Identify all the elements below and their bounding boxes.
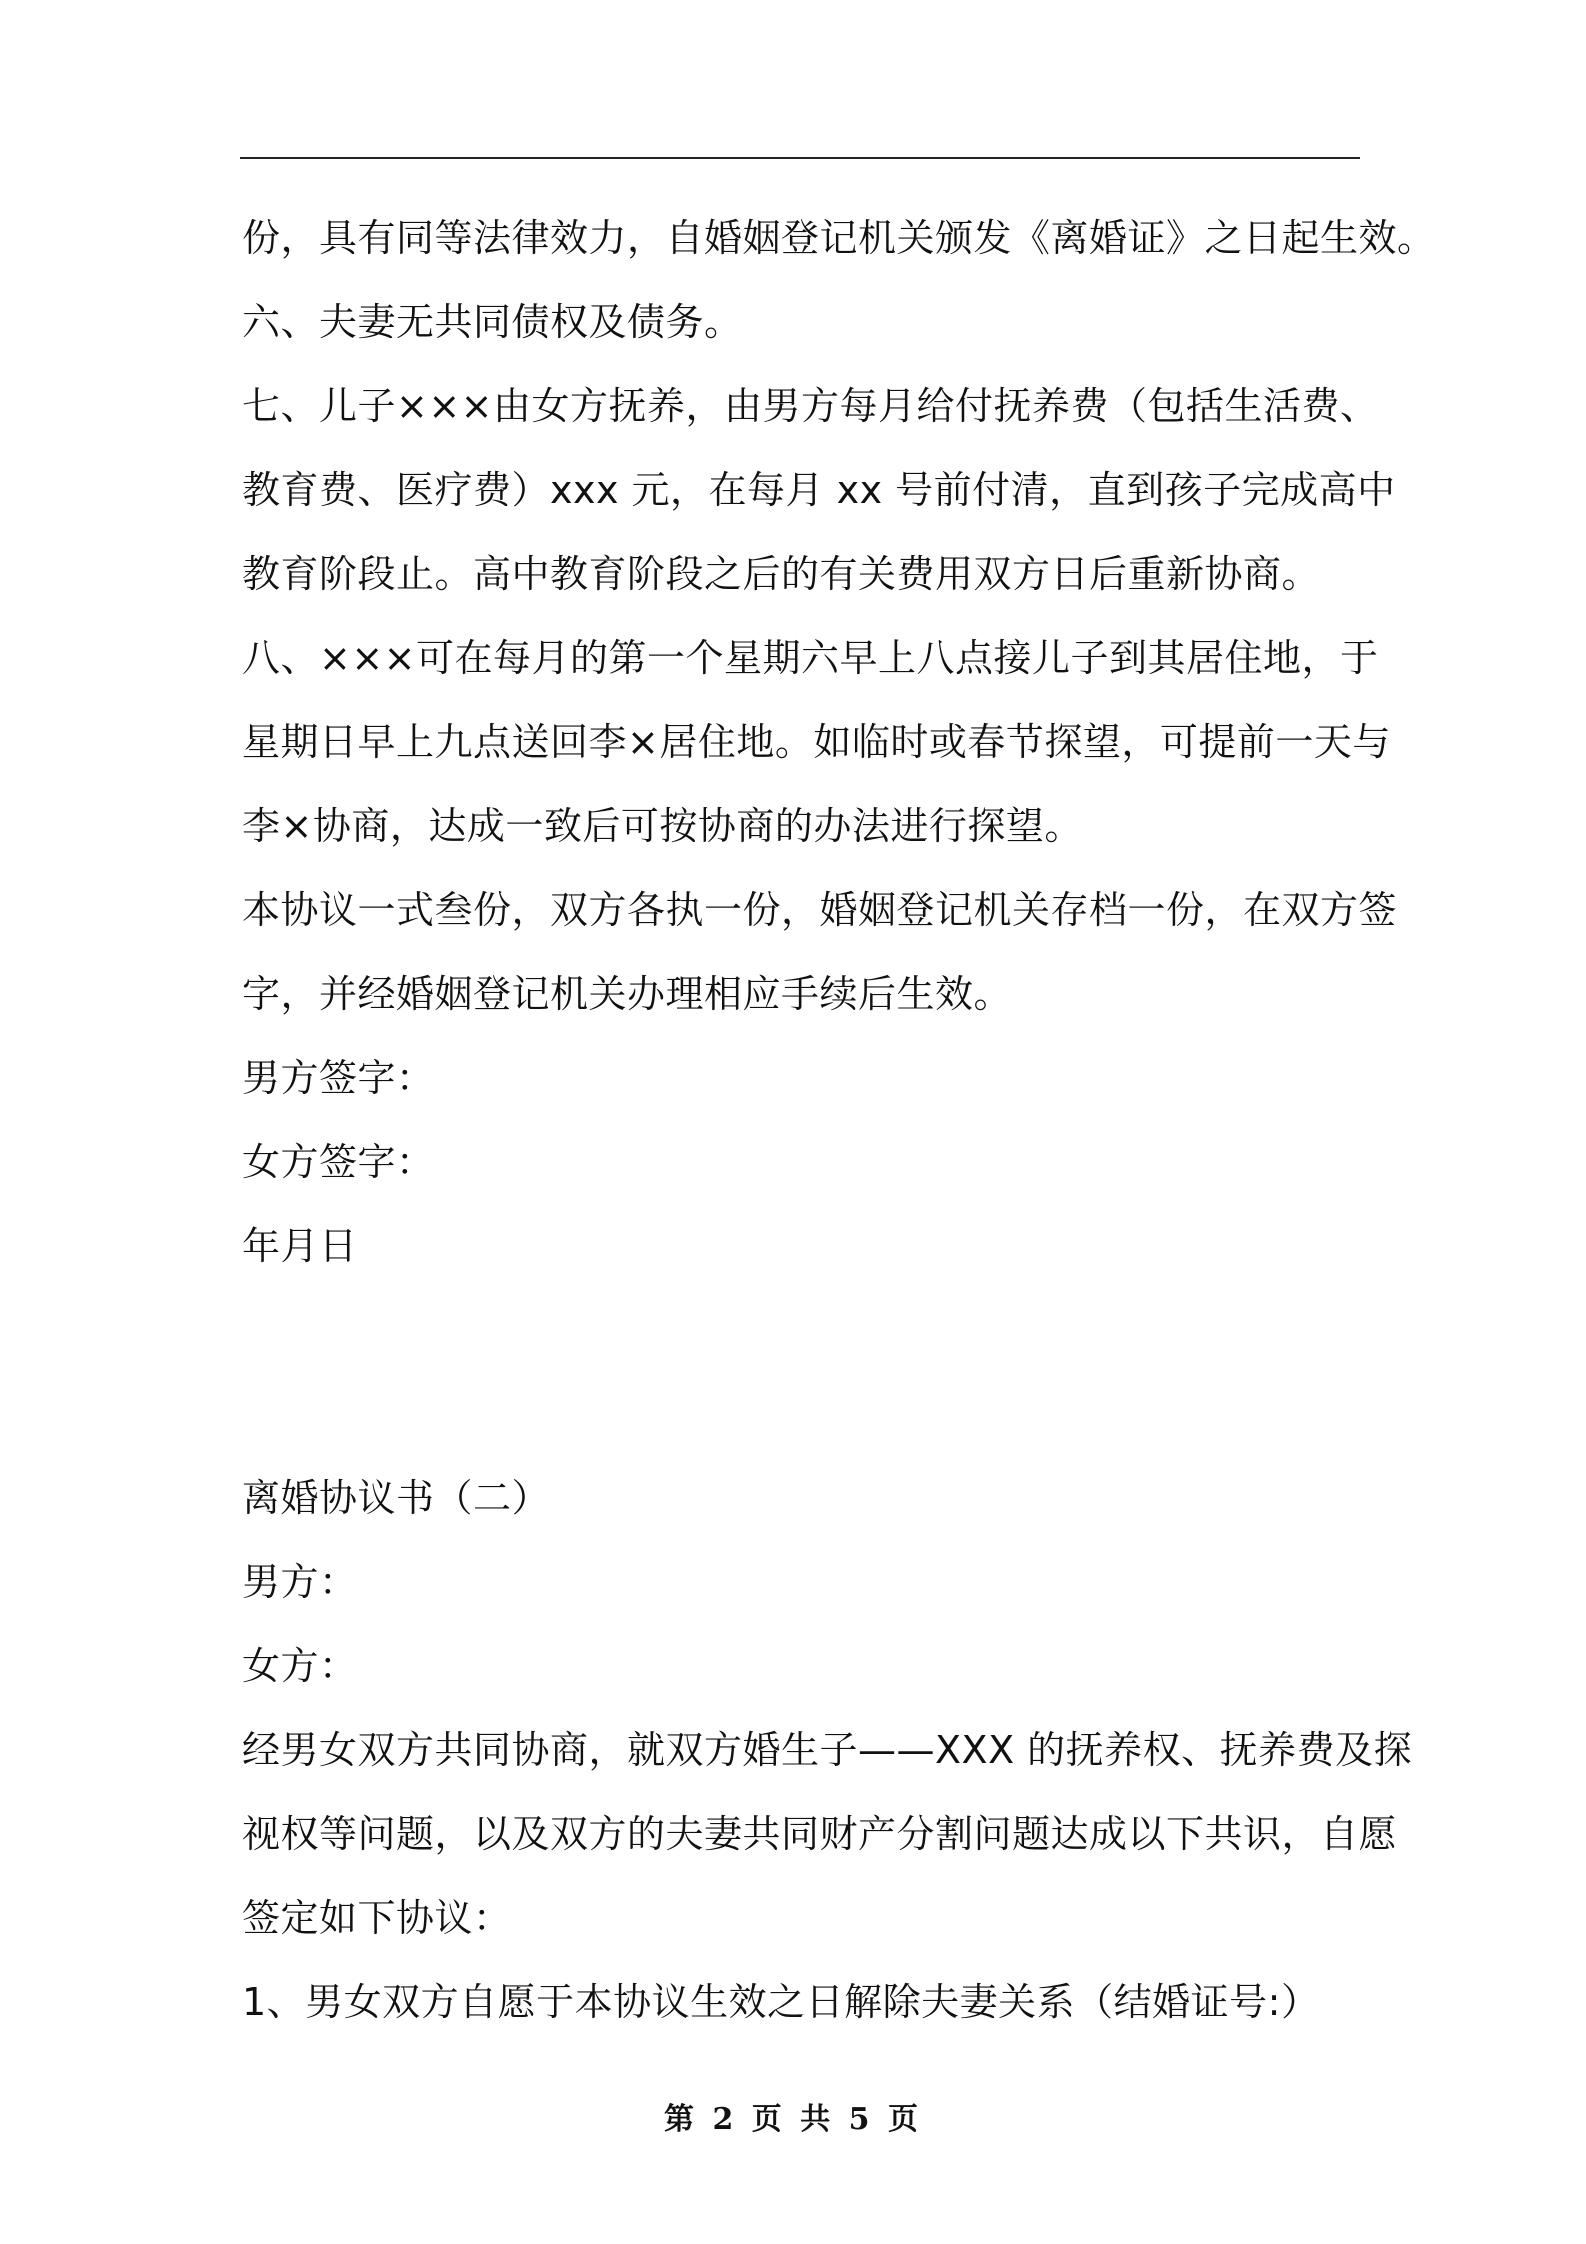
document-body — [242, 196, 1436, 2044]
male-signature-label: 男方签字： — [242, 1056, 435, 1100]
section-gap — [242, 1288, 1362, 1456]
male-party-label: 男方： — [242, 1560, 358, 1604]
paragraph-line: 七、儿子×××由女方抚养，由男方每月给付抚养费（包括生活费、 — [242, 384, 1379, 428]
paragraph-line: 星期日早上九点送回李×居住地。如临时或春节探望，可提前一天与 — [242, 720, 1391, 764]
page-number-footer: 第 2 页 共 5 页 — [664, 2102, 922, 2137]
paragraph-line: 视权等问题，以及双方的夫妻共同财产分割问题达成以下共识，自愿 — [242, 1812, 1398, 1856]
paragraph-line: 份，具有同等法律效力，自婚姻登记机关颁发《离婚证》之日起生效。 — [242, 216, 1436, 260]
female-party-label: 女方： — [242, 1644, 358, 1688]
section-title: 离婚协议书（二） — [242, 1476, 551, 1520]
paragraph-line: 本协议一式叁份，双方各执一份，婚姻登记机关存档一份，在双方签 — [242, 888, 1398, 932]
paragraph-line: 李×协商，达成一致后可按协商的办法进行探望。 — [242, 804, 1083, 848]
paragraph-line: 经男女双方共同协商，就双方婚生子——XXX 的抚养权、抚养费及探 — [242, 1728, 1413, 1772]
date-label: 年月日 — [242, 1224, 358, 1268]
paragraph-line: 八、×××可在每月的第一个星期六早上八点接儿子到其居住地，于 — [242, 636, 1379, 680]
paragraph-line: 教育费、医疗费）xxx 元，在每月 xx 号前付清，直到孩子完成高中 — [242, 468, 1396, 512]
paragraph-line: 1、男女双方自愿于本协议生效之日解除夫妻关系（结婚证号:） — [242, 1980, 1320, 2024]
female-signature-label: 女方签字： — [242, 1140, 435, 1184]
paragraph-line: 六、夫妻无共同债权及债务。 — [242, 300, 743, 344]
paragraph-line: 教育阶段止。高中教育阶段之后的有关费用双方日后重新协商。 — [242, 552, 1321, 596]
paragraph-line: 字，并经婚姻登记机关办理相应手续后生效。 — [242, 972, 1013, 1016]
header-rule — [240, 157, 1360, 159]
paragraph-line: 签定如下协议： — [242, 1896, 512, 1940]
